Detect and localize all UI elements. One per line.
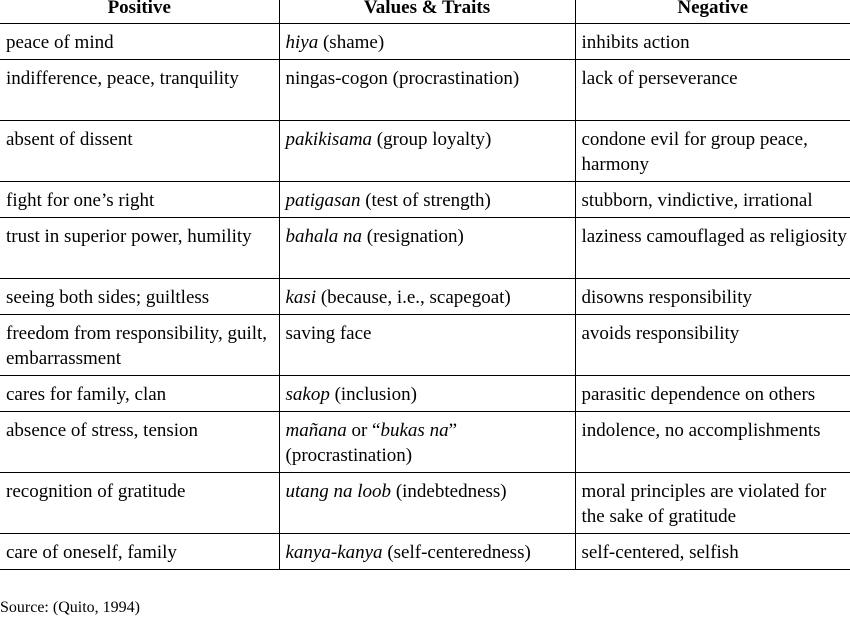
term-gloss: (indebtedness) [391,481,507,502]
values-cell [279,473,575,534]
header-negative: Negative [575,0,850,24]
filipino-term: kanya-kanya [285,542,383,563]
values-cell [279,121,575,182]
term-gloss: (shame) [318,32,385,53]
table-row [0,376,850,412]
negative-cell: parasitic dependence on others [575,376,850,412]
table-row [0,279,850,315]
values-cell [279,60,575,121]
negative-cell: stubborn, vindictive, irrational [575,182,850,218]
filipino-term: sakop [285,384,330,405]
term-connector: or “ [346,420,381,441]
positive-cell: indifference, peace, tranquility [0,60,279,121]
negative-cell: lack of perseverance [575,60,850,121]
values-cell [279,182,575,218]
term-gloss: saving face [285,323,372,344]
negative-cell: disowns responsibility [575,279,850,315]
positive-cell: care of oneself, family [0,534,279,570]
values-cell [279,24,575,60]
header-row [0,0,850,24]
positive-cell: recognition of gratitude [0,473,279,534]
term-gloss: (resignation) [362,226,464,247]
positive-cell: freedom from responsibility, guilt, embarrassment [0,315,279,376]
values-cell [279,412,575,473]
table-row [0,60,850,121]
positive-cell: fight for one’s right [0,182,279,218]
negative-cell: moral principles are violated for the sake of gratitude [575,473,850,534]
filipino-term: pakikisama [285,129,373,150]
negative-cell: self-centered, selfish [575,534,850,570]
table-row [0,315,850,376]
positive-cell: seeing both sides; guiltless [0,279,279,315]
filipino-term: patigasan [285,190,361,211]
term-gloss: (self-centeredness) [382,542,531,563]
term-gloss: ningas-cogon (procrastination) [285,68,520,89]
filipino-term: bukas na [380,420,449,441]
negative-cell: condone evil for group peace, harmony [575,121,850,182]
term-gloss: (because, i.e., scapegoat) [316,287,511,308]
table-row [0,24,850,60]
header-positive: Positive [0,0,279,24]
positive-cell: trust in superior power, humility [0,218,279,279]
filipino-term: bahala na [285,226,363,247]
negative-cell: laziness camouflaged as religiosity [575,218,850,279]
positive-cell: peace of mind [0,24,279,60]
table-row [0,473,850,534]
table-row [0,121,850,182]
term-gloss: (group loyalty) [372,129,492,150]
values-cell [279,376,575,412]
term-gloss: (inclusion) [329,384,417,405]
positive-cell: absence of stress, tension [0,412,279,473]
table-row [0,182,850,218]
filipino-term: hiya [285,32,319,53]
term-gloss: (test of strength) [360,190,491,211]
source-citation: Source: (Quito, 1994) [0,599,140,616]
values-cell [279,534,575,570]
table-row [0,412,850,473]
filipino-term: kasi [285,287,317,308]
positive-cell: cares for family, clan [0,376,279,412]
negative-cell: inhibits action [575,24,850,60]
table-row [0,218,850,279]
filipino-term: utang na loob [285,481,392,502]
table-row [0,534,850,570]
values-cell [279,218,575,279]
values-cell [279,315,575,376]
values-cell [279,279,575,315]
filipino-term: mañana [285,420,347,441]
positive-cell: absent of dissent [0,121,279,182]
negative-cell: indolence, no accomplishments [575,412,850,473]
header-values-traits: Values & Traits [279,0,575,24]
term-gloss: ” (procrastination) [285,420,458,466]
negative-cell: avoids responsibility [575,315,850,376]
